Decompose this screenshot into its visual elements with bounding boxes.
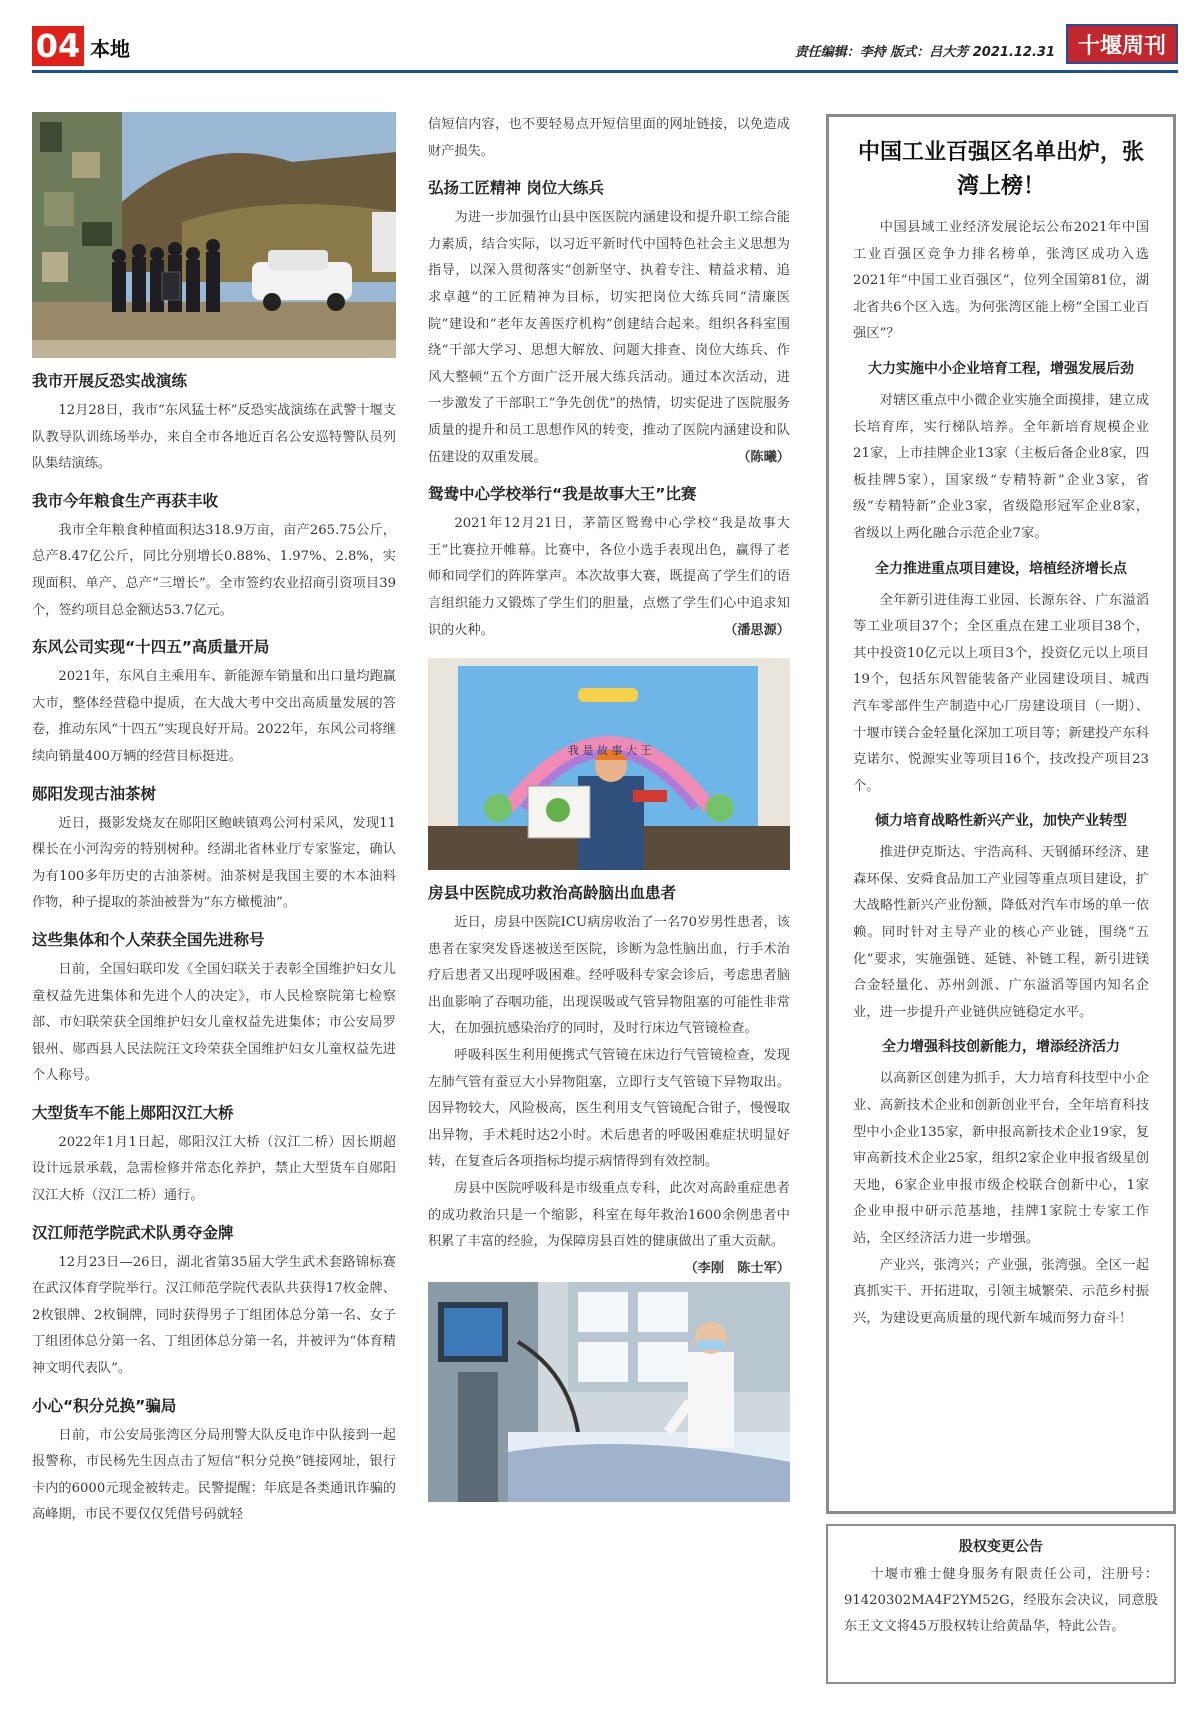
article	[32, 929, 396, 1090]
article-title: 房县中医院成功救治高龄脑出血患者	[428, 884, 677, 903]
article-body-text: 房县中医院呼吸科是市级重点专科，此次对高龄重症患者的成功救治只是一个缩影，科室在每年救治1600余例患者中积累了丰富的经验，为保障房县百姓的健康做出了重大贡献。	[428, 1181, 790, 1250]
article	[32, 490, 396, 624]
article-title: 东风公司实现“十四五”高质量开局	[32, 638, 270, 657]
article-body	[428, 511, 790, 644]
photo-drill	[32, 112, 396, 358]
article-title: 我市开展反恐实战演练	[32, 372, 188, 390]
article	[32, 1395, 396, 1529]
column-left	[32, 112, 396, 1529]
article-title: 我市今年粮食生产再获丰收	[32, 491, 219, 510]
masthead-logo: 十堰周刊	[1066, 24, 1178, 64]
article	[428, 882, 790, 1276]
article	[32, 1222, 396, 1383]
article	[32, 370, 396, 478]
section-title: 本地	[90, 37, 130, 61]
feature-body: 全年新引进佳海工业园、长源东谷、广东溢滔等工业项目37个；全区重点在建工业项目38个，其中投资10亿元以上项目3个，投资亿元以上项目19个，包括东风智能装备产业园建设项目、城西汽车零部件生产制造中心厂房建设项目（一期）、十堰市镁合金轻量化深加工项目等；新建投产东科克诺尔、悦源实业等项目16个，技改投产项目23个。	[853, 592, 1149, 794]
feature-intro: 中国县域工业经济发展论坛公布2021年中国工业百强区竞争力排名榜单，张湾区成功入选2021年“中国工业百强区”，位列全国第81位，湖北省共6个区入选。为何张湾区能上榜“全国工业百强区”？	[853, 220, 1149, 342]
photo-hospital	[428, 1282, 790, 1502]
article-title: 汉江师范学院武术队勇夺金牌	[32, 1223, 234, 1242]
feature-body: 对辖区重点中小微企业实施全面摸排，建立成长培育库，实行梯队培养。全年新培育规模企业21家，上市挂牌企业13家（主板后备企业8家，四板挂牌5家），国家级“专精特新”企业3家，省级“专精特新”企业3家，省级隐形冠军企业8家，省级以上两化融合示范企业7家。	[853, 392, 1149, 541]
article-body: 12月28日，我市“东风猛士杯”反恐实战演练在武警十堰支队教导队训练场举办，来自全市各地近百名公安巡特警队员列队集结演练。	[32, 403, 396, 472]
article-body: 2021年，东风自主乘用车、新能源车销量和出口量均跑赢大市，整体经营稳中提质，在大战大考中交出高质量发展的答卷，推动东风“十四五”实现良好开局。2022年，东风公司将继续向销量400万辆的经营目标挺进。	[32, 669, 396, 764]
article-body: 近日，房县中医院ICU病房收治了一名70岁男性患者，该患者在家突发昏迷被送至医院，诊断为急性脑出血，行手术治疗后患者又出现呼吸困难。经呼吸科专家会诊后，考虑患者脑出血影响了吞咽功能，出现误吸或气管异物阻塞的可能性非常大，在加强抗感染治疗的同时，及时行床边气管镜检查。	[428, 915, 790, 1037]
feature-subheading: 倾力培育战略性新兴产业，加快产业转型	[875, 813, 1127, 830]
feature-subheading: 全力增强科技创新能力，增添经济活力	[882, 1039, 1120, 1056]
article-body: 近日，摄影发烧友在郧阳区鲍峡镇鸡公河村采风，发现11棵长在小河沟旁的特别树种。经湖北省林业厅专家鉴定，确认为有100多年历史的古油茶树。油茶树是我国主要的木本油料作物，种子提取的茶油被誉为“东方橄榄油”。	[32, 815, 396, 911]
photo-storytelling-image	[428, 658, 790, 870]
article-body: 呼吸科医生利用便携式气管镜在床边行气管镜检查，发现左肺气管有蚕豆大小异物阻塞，立即行支气管镜下异物取出。因异物较大，风险极高，医生利用支气管镜配合钳子，慢慢取出异物，手术耗时达2小时。术后患者的呼吸困难症状明显好转，在复查后各项指标均提示病情得到有效控制。	[428, 1048, 790, 1170]
article	[428, 483, 790, 644]
article-body-text: 为进一步加强竹山县中医医院内涵建设和提升职工综合能力素质，结合实际，以习近平新时代中国特色社会主义思想为指导，以深入贯彻落实“创新坚守、执着专注、精益求精、追求卓越”的工匠精神为目标，切实把岗位大练兵同“清廉医院”建设和“老年友善医疗机构”创建结合起来。组织各科室围绕“干部大学习、思想大解放、问题大排查、岗位大练兵、作风大整顿”五个方面广泛开展大练兵活动。通过本次活动，进一步激发了干部职工“争先创优”的热情，切实促进了医院服务质量的提升和员工思想作风的转变，推动了医院内涵建设和队伍建设的双重发展。	[428, 210, 790, 465]
article-continuation: 信短信内容，也不要轻易点开短信里面的网址链接，以免造成财产损失。	[428, 117, 790, 159]
article-title: 这些集体和个人荣获全国先进称号	[32, 930, 265, 949]
article	[32, 783, 396, 917]
article-body: 日前，全国妇联印发《全国妇联关于表彰全国维护妇女儿童权益先进集体和先进个人的决定》，市人民检察院第七检察部、市妇联荣获全国维护妇女儿童权益先进集体；市公安局罗银州、郧西县人民法院汪文玲荣获全国维护妇女儿童权益先进个人称号。	[32, 961, 396, 1084]
feature-body: 以高新区创建为抓手，大力培育科技型中小企业、高新技术企业和创新创业平台，全年培育科技型中小企业135家，新申报高新技术企业19家，复审高新技术企业25家，组织2家企业申报省级星创天地，6家企业申报市级企校联合创新中心，1家企业申报中研示范基地，挂牌1家院士专家工作站，全区经济活力进一步增强。	[853, 1071, 1149, 1246]
article-body: 我市全年粮食种植面积达318.9万亩，亩产265.75公斤，总产8.47亿公斤，同比分别增长0.88%、1.97%、2.8%，实现面积、单产、总产“三增长”。全市签约农业招商引资项目39个，签约项目总金额达53.7亿元。	[32, 522, 396, 618]
column-middle	[428, 112, 790, 1502]
article-title: 郧阳发现古油茶树	[32, 784, 157, 803]
article	[32, 636, 396, 770]
feature-body: 推进伊克斯达、宇浩高科、天钢循环经济、建森环保、安舜食品加工产业园等重点项目建设，扩大战略性新兴产业份额，降低对汽车市场的单一依赖。同时针对主导产业的核心产业链，围绕“五化”要求，实施强链、延链、补链工程，新引进镁合金轻量化、苏州剑派、广东溢滔等国内知名企业，进一步提升产业链供应链稳定水平。	[853, 845, 1149, 1020]
photo-drill-image	[32, 112, 396, 358]
photo-storytelling	[428, 658, 790, 870]
article-body	[428, 205, 790, 471]
article-author: （潘思源）	[724, 622, 790, 638]
header-rule	[32, 70, 1178, 73]
photo-hospital-image	[428, 1282, 790, 1502]
article-title: 鸳鸯中心学校举行“我是故事大王”比赛	[428, 485, 697, 504]
article-body: 12月23日—26日，湖北省第35届大学生武术套路锦标赛在武汉体育学院举行。汉江师范学院代表队共获得17枚金牌、2枚银牌、2枚铜牌，同时获得男子丁组团体总分第一名、女子丁组团体总分第一名、丁组团体总分第一名，并被评为“体育精神文明代表队”。	[32, 1254, 396, 1377]
page-number: 04	[32, 26, 84, 66]
feature-closing: 产业兴，张湾兴；产业强，张湾强。全区一起真抓实干、开拓进取，引领主城繁荣、示范乡村振兴，为建设更高质量的现代新车城而努力奋斗！	[853, 1257, 1149, 1326]
article	[428, 177, 790, 471]
equity-notice	[826, 1524, 1176, 1684]
article-title: 大型货车不能上郧阳汉江大桥	[32, 1103, 234, 1122]
article-title: 小心“积分兑换”骗局	[32, 1396, 177, 1415]
article-body: 日前，市公安局张湾区分局刑警大队反电诈中队接到一起报警称，市民杨先生因点击了短信“积分兑换”链接网址，银行卡内的6000元现金被转走。民警提醒：年底是各类通讯诈骗的高峰期，市民不要仅仅凭借号码就轻	[32, 1427, 396, 1523]
article-author: （陈曦）	[737, 449, 790, 465]
feature-title: 中国工业百强区名单出炉，张湾上榜！	[857, 139, 1144, 199]
col1-articles	[32, 370, 396, 1529]
feature-subheading: 大力实施中小企业培育工程，增强发展后劲	[868, 360, 1134, 377]
article-body-text: 2021年12月21日，茅箭区鸳鸯中心学校“我是故事大王”比赛拉开帷幕。比赛中，各位小选手表现出色，赢得了老师和同学们的阵阵掌声。本次故事大赛，既提高了学生们的语言组织能力又锻炼了学生们的胆量，点燃了学生们心中追求知识的火种。	[428, 516, 790, 638]
editor-meta: 责任编辑：李持 版式：吕大芳 2021.12.31	[794, 45, 1055, 60]
article-title: 弘扬工匠精神 岗位大练兵	[428, 179, 604, 198]
article-author: （李刚 陈士军）	[684, 1260, 790, 1276]
photo-banner-text: 我 是 故 事 大 王	[568, 744, 652, 758]
sidebar-feature	[826, 114, 1176, 1514]
notice-title: 股权变更公告	[959, 1539, 1043, 1555]
article	[32, 1102, 396, 1210]
feature-subheading: 全力推进重点项目建设，培植经济增长点	[875, 560, 1127, 577]
article-body	[428, 1176, 790, 1276]
notice-body: 十堰市雅士健身服务有限责任公司，注册号：91420302MA4F2YM52G，经股东会决议，同意股东王文文将45万股权转让给黄晶华，特此公告。	[844, 1567, 1158, 1634]
article-body: 2022年1月1日起，郧阳汉江大桥（汉江二桥）因长期超设计远景承载，急需检修并常态化养护，禁止大型货车自郧阳汉江大桥（汉江二桥）通行。	[32, 1134, 396, 1204]
